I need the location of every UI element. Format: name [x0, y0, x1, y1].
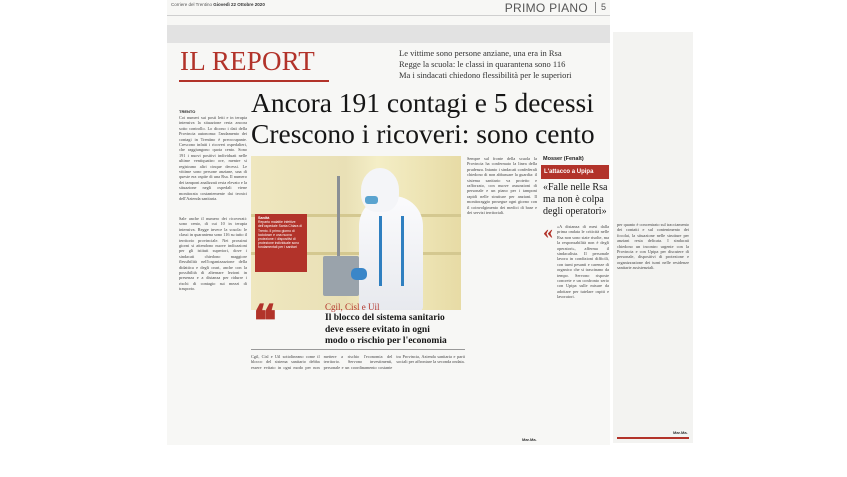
adjacent-page [613, 32, 693, 443]
photo-hood [361, 168, 399, 212]
interview-band: L'attacco a Upipa [541, 165, 609, 179]
article-deck [399, 48, 604, 81]
headline-line: Crescono i ricoveri: sono cento [251, 118, 595, 149]
adjacent-rule [617, 437, 689, 439]
interview-quote-icon: « [543, 221, 551, 243]
dateline: TRENTO [179, 109, 196, 114]
photo-glove [351, 268, 367, 280]
interview-headline-line: degli operatori» [543, 206, 607, 217]
interview-headline [543, 182, 607, 218]
headline-line: Ancora 191 contagi e 5 decessi [251, 87, 594, 118]
deck-line: Ma i sindacati chiedono flessibilità per le superiori [399, 70, 572, 80]
caption-head: Sanità [258, 216, 270, 220]
section-rule [251, 349, 465, 350]
body-column-1b: Sale anche il numero dei ricoverati: sono cento, di cui 10 in terapia intensiva. Regge invece la scuola: le classi in quarantena sono 116 su tutto il territorio provinciale. Nei prossimi giorni si attendono nuove indicazioni per gli istituti superiori, dove i sindacati chiedono maggiore flessibilità nell'organizzazione della didattica e degli orari, anche con la possibilità di alternare lezioni in presenza e a distanza per ridurre i rischi di contagio sui mezzi di trasporto. [179, 216, 247, 292]
photo-stripe [379, 216, 382, 286]
deck-line: Le vittime sono persone anziane, una era in Rsa [399, 48, 562, 58]
section-title: PRIMO PIANO [504, 1, 588, 15]
report-kicker: IL REPORT [180, 46, 315, 76]
page-number: 5 [600, 2, 606, 12]
photo-protective-suit [359, 196, 423, 310]
sub-headline-line: modo o rischio per l'economia [325, 336, 447, 346]
article-headline [251, 87, 595, 149]
signature: Mar.Ma. [522, 437, 537, 442]
unions-body: Cgil, Cisl e Uil sottolineano come il blocco del sistema sanitario debba essere evitato in ogni modo per non mettere a rischio l'economia del territorio. Servono investimenti, personale e un coordinamento costante tra Provincia, Azienda sanitaria e parti sociali per affrontare la seconda ondata. [251, 354, 465, 370]
masthead-divider [595, 2, 596, 13]
interview-headline-line: «Falle nelle Rsa [543, 182, 608, 193]
body-column-3: Sempre sul fronte della scuola la Provincia ha confermato la linea della prudenza. Intanto i sindacati confederali chiedono di non abbassare la guardia: il sistema sanitario va protetto e rafforzato, con nuove assunzioni di personale e un piano per i tamponi rapidi nelle strutture per anziani. Il monitoraggio prosegue ogni giorno con il coinvolgimento dei medici di base e dei servizi territoriali. [467, 156, 537, 216]
caption-text: Reparto malattie infettive dell'ospedale Santa Chiara di Trento. Il primo giorno di lockdown e una nuova proiezione: i dispositivi di protezione individuale sono fondamentali per i sanitari [258, 220, 303, 250]
deck-line: Regge la scuola: le classi in quarantena sono 116 [399, 59, 566, 69]
interview-body: «A distanza di mesi dalla prima ondata le criticità nelle Rsa non sono state risolte, ma la responsabilità non è degli operatori», afferma il sindacalista. Il personale lavora in condizioni difficili, con turni pesanti e carenze di organico che si trascinano da tempo. Servono risposte concrete e un confronto serio con Upipa sulle misure da adottare per tutelare ospiti e lavoratori. [557, 224, 609, 300]
masthead-rule [167, 15, 610, 16]
quote-mark-icon: ❝ [253, 297, 274, 346]
photo-pole [337, 176, 340, 256]
sub-headline-line: Il blocco del sistema sanitario [325, 313, 445, 323]
body-column-1: Coi numeri sui posti letti e in terapia intensiva la situazione resta ancora sotto controllo. Lo dicono i dati della Provincia autonoma: l'andamento dei contagi in Trentino è preoccupante. Crescono infatti i ricoveri ospedalieri, che raggiungono quota cento. Sono 191 i nuovi positivi individuati nelle ultime ventiquattro ore, mentre si registrano altri cinque decessi. Le vittime sono persone anziane, una di queste era ospite di una Rsa. Il numero dei tamponi analizzati resta elevato e la situazione negli ospedali viene monitorata costantemente dai tecnici dell'Azienda sanitaria. [179, 115, 247, 202]
interview-author: Mosser (Fenalt) [543, 156, 584, 162]
newspaper-page [167, 0, 610, 445]
sub-headline-line: deve essere evitato in ogni [325, 324, 430, 335]
photo-caption [255, 214, 307, 272]
photo-mask [365, 196, 378, 204]
signature: Mar.Ma. [673, 430, 688, 435]
interview-headline-line: ma non è colpa [543, 194, 604, 205]
masthead-info: Corriere del Trentino Giovedì 22 Ottobre 2020 [171, 2, 265, 7]
kicker-rule [179, 80, 329, 82]
adjacent-body: per quanto è concentrato sul tracciamento dei contatti e sul contenimento dei focolai, la situazione nelle strutture per anziani resta delicata. I sindacati chiedono un incontro urgente con la Provincia e con Upipa per discutere di personale, dispositivi di protezione e organizzazione dei turni nelle residenze sanitarie assistenziali. [617, 222, 689, 271]
photo-stripe [401, 216, 404, 286]
sub-headline [325, 313, 447, 348]
sub-kicker: Cgil, Cisl e Uil [325, 302, 380, 312]
header-band [167, 25, 610, 43]
